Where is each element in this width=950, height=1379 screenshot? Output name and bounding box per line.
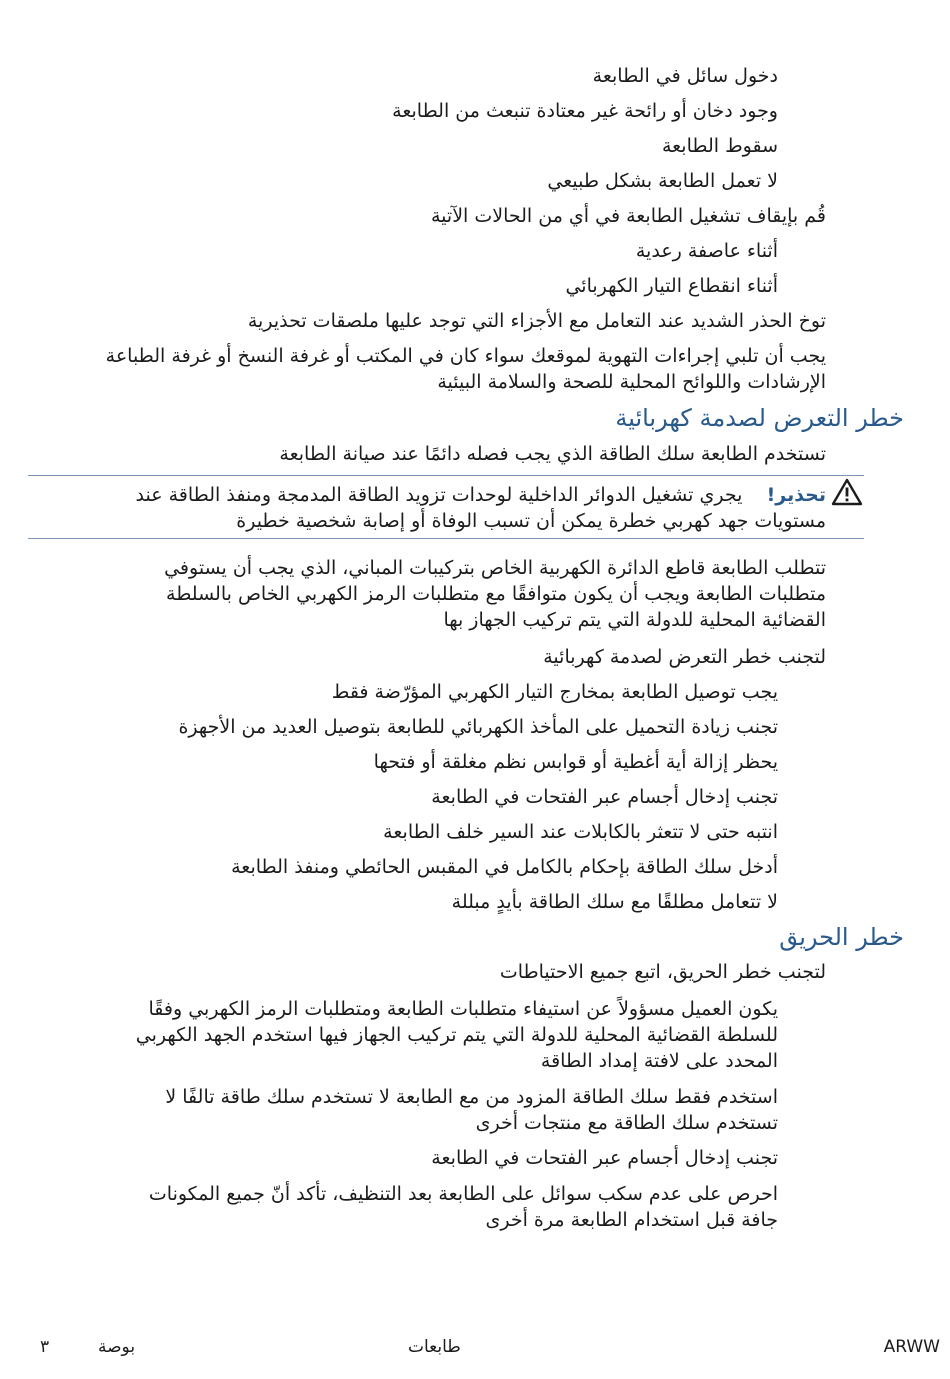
section-heading-shock: خطر التعرض لصدمة كهربائية: [615, 404, 904, 432]
fire-intro: لتجنب خطر الحريق، اتبع جميع الاحتياطات: [499, 961, 826, 983]
fire-item-line: تجنب إدخال أجسام عبر الفتحات في الطابعة: [431, 1147, 778, 1169]
list-item: سقوط الطابعة: [661, 135, 778, 157]
list-item: دخول سائل في الطابعة: [592, 65, 778, 87]
ventilation-text-line: الإرشادات واللوائح المحلية للصحة والسلامة البيئية: [437, 371, 826, 393]
footer-label: بوصة: [98, 1337, 136, 1357]
breaker-text-line: القضائية المحلية للدولة التي يتم تركيب الجهاز بها: [443, 609, 826, 631]
fire-item-line: المحدد على لافتة إمداد الطاقة: [540, 1050, 778, 1072]
caution-labels-text: توخ الحذر الشديد عند التعامل مع الأجزاء التي توجد عليها ملصقات تحذيرية: [247, 310, 826, 332]
list-item: أثناء انقطاع التيار الكهربائي: [565, 275, 778, 297]
list-item: يحظر إزالة أية أغطية أو قوابس نظم مغلقة أو فتحها: [373, 751, 778, 773]
page-number: ٣: [40, 1337, 50, 1357]
list-item: يجب توصيل الطابعة بمخارج التيار الكهربي المؤرّضة فقط: [331, 681, 778, 703]
shock-intro: تستخدم الطابعة سلك الطاقة الذي يجب فصله دائمًا عند صيانة الطابعة: [279, 443, 826, 465]
list-item: انتبه حتى لا تتعثر بالكابلات عند السير خلف الطابعة: [383, 821, 778, 843]
list-item: وجود دخان أو رائحة غير معتادة تنبعث من الطابعة: [392, 100, 778, 122]
warning-triangle-icon: [830, 477, 864, 507]
list-item: لا تتعامل مطلقًا مع سلك الطاقة بأيدٍ مبللة: [451, 891, 778, 913]
section-heading-fire: خطر الحريق: [779, 923, 904, 951]
warning-text-line: تحذير! يجري تشغيل الدوائر الداخلية لوحدات تزويد الطاقة المدمجة ومنفذ الطاقة عند: [135, 484, 826, 506]
fire-item-line: احرص على عدم سكب سوائل على الطابعة بعد التنظيف، تأكد أنّ جميع المكونات: [148, 1183, 778, 1205]
warning-text-line: مستويات جهد كهربي خطرة يمكن أن تسبب الوفاة أو إصابة شخصية خطيرة: [236, 510, 826, 532]
warning-label: تحذير!: [766, 484, 826, 506]
list-item: تجنب إدخال أجسام عبر الفتحات في الطابعة: [431, 786, 778, 808]
breaker-text-line: تتطلب الطابعة قاطع الدائرة الكهربية الخاص بتركيبات المباني، الذي يجب أن يستوفي: [164, 557, 826, 579]
fire-item-line: للسلطة القضائية المحلية للدولة التي يتم تركيب الجهاز فيها استخدم الجهد الكهربي: [135, 1024, 778, 1046]
fire-item-line: جافة قبل استخدام الطابعة مرة أخرى: [485, 1209, 778, 1231]
fire-item-line: يكون العميل مسؤولاً عن استيفاء متطلبات الطابعة ومتطلبات الرمز الكهربي وفقًا: [148, 998, 778, 1020]
stop-conditions-title: قُم بإيقاف تشغيل الطابعة في أي من الحالات الآتية: [431, 205, 826, 227]
footer-code: ARWW: [883, 1337, 940, 1357]
breaker-text-line: متطلبات الطابعة ويجب أن يكون متوافقًا مع متطلبات الرمز الكهربي الخاص بالسلطة: [166, 583, 826, 605]
list-item: تجنب زيادة التحميل على المأخذ الكهربائي للطابعة بتوصيل العديد من الأجهزة: [178, 716, 778, 738]
ventilation-text-line: يجب أن تلبي إجراءات التهوية لموقعك سواء كان في المكتب أو غرفة النسخ أو غرفة الطباعة: [105, 345, 826, 367]
list-item: لا تعمل الطابعة بشكل طبيعي: [547, 170, 778, 192]
shock-avoid-title: لتجنب خطر التعرض لصدمة كهربائية: [543, 646, 826, 668]
fire-item-line: تستخدم سلك الطاقة مع منتجات أخرى: [475, 1112, 778, 1134]
footer-title: طابعات: [408, 1337, 461, 1357]
list-item: أدخل سلك الطاقة بإحكام بالكامل في المقبس الحائطي ومنفذ الطابعة: [231, 856, 778, 878]
fire-item-line: استخدم فقط سلك الطاقة المزود من مع الطابعة لا تستخدم سلك طاقة تالفًا لا: [165, 1086, 778, 1108]
list-item: أثناء عاصفة رعدية: [635, 240, 778, 262]
